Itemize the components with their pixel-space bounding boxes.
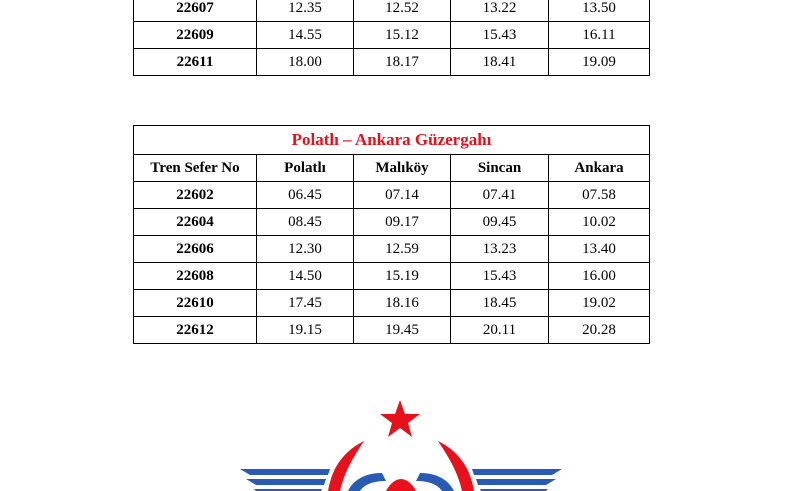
time-cell: 13.40 [549, 236, 650, 263]
time-cell: 10.02 [549, 209, 650, 236]
train-number: 22610 [134, 290, 257, 317]
wing-right [472, 469, 562, 491]
time-cell: 15.19 [354, 263, 451, 290]
polatli-ankara-timetable [133, 125, 650, 344]
time-cell: 06.45 [257, 182, 354, 209]
time-cell: 12.59 [354, 236, 451, 263]
train-number: 22607 [134, 0, 257, 22]
train-number: 22608 [134, 263, 257, 290]
table-row [134, 49, 650, 76]
time-cell: 09.17 [354, 209, 451, 236]
column-header: Sincan [451, 155, 549, 182]
time-cell: 07.14 [354, 182, 451, 209]
table-row [134, 182, 650, 209]
train-number: 22609 [134, 22, 257, 49]
time-cell: 12.30 [257, 236, 354, 263]
logo-center-red [386, 479, 416, 491]
time-cell: 18.41 [451, 49, 549, 76]
time-cell: 18.45 [451, 290, 549, 317]
table-row [134, 236, 650, 263]
time-cell: 13.22 [451, 0, 549, 22]
time-cell: 12.35 [257, 0, 354, 22]
wing-left [240, 469, 330, 491]
column-header: Ankara [549, 155, 650, 182]
time-cell: 14.55 [257, 22, 354, 49]
time-cell: 12.52 [354, 0, 451, 22]
time-cell: 19.45 [354, 317, 451, 344]
time-cell: 18.00 [257, 49, 354, 76]
time-cell: 15.12 [354, 22, 451, 49]
time-cell: 09.45 [451, 209, 549, 236]
time-cell: 17.45 [257, 290, 354, 317]
time-cell: 18.17 [354, 49, 451, 76]
time-cell: 16.00 [549, 263, 650, 290]
time-cell: 20.28 [549, 317, 650, 344]
header-row [134, 155, 650, 182]
time-cell: 18.16 [354, 290, 451, 317]
train-number: 22611 [134, 49, 257, 76]
time-cell: 19.15 [257, 317, 354, 344]
train-number: 22606 [134, 236, 257, 263]
time-cell: 15.43 [451, 22, 549, 49]
table-row [134, 290, 650, 317]
tcdd-logo-icon [236, 395, 566, 491]
top-timetable [133, 0, 650, 76]
table-row [134, 0, 650, 22]
column-header: Malıköy [354, 155, 451, 182]
table-row [134, 263, 650, 290]
table-row [134, 22, 650, 49]
train-number: 22602 [134, 182, 257, 209]
time-cell: 13.50 [549, 0, 650, 22]
column-header: Polatlı [257, 155, 354, 182]
time-cell: 19.09 [549, 49, 650, 76]
route-title: Polatlı – Ankara Güzergahı [134, 126, 650, 155]
time-cell: 08.45 [257, 209, 354, 236]
time-cell: 15.43 [451, 263, 549, 290]
table-row [134, 317, 650, 344]
star-icon [380, 400, 420, 437]
time-cell: 07.41 [451, 182, 549, 209]
time-cell: 13.23 [451, 236, 549, 263]
time-cell: 16.11 [549, 22, 650, 49]
table-row [134, 209, 650, 236]
time-cell: 19.02 [549, 290, 650, 317]
title-row [134, 126, 650, 155]
time-cell: 07.58 [549, 182, 650, 209]
train-number: 22612 [134, 317, 257, 344]
train-number: 22604 [134, 209, 257, 236]
time-cell: 14.50 [257, 263, 354, 290]
time-cell: 20.11 [451, 317, 549, 344]
column-header: Tren Sefer No [134, 155, 257, 182]
